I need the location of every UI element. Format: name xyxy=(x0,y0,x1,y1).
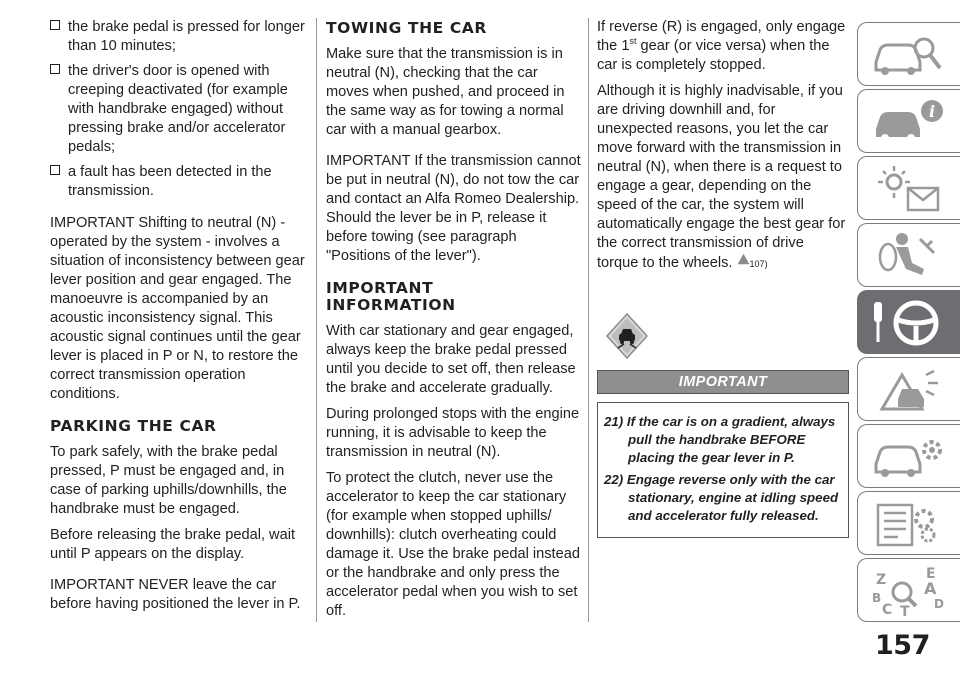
column-3 xyxy=(597,18,849,538)
column-1 xyxy=(50,18,305,621)
alphabetical-index-icon xyxy=(868,564,948,618)
column-2 xyxy=(326,18,582,628)
important-box-header: IMPORTANT xyxy=(597,370,849,394)
paragraph-reverse: If reverse (R) is engaged, only engage the 1st gear (or vice versa) when the car is completely stopped. xyxy=(597,19,846,73)
tab-index[interactable] xyxy=(857,558,960,622)
svg-text:i: i xyxy=(928,102,936,121)
checkbox-bullet-icon xyxy=(50,64,60,74)
list-item: a fault has been detected in the transmission. xyxy=(50,163,305,201)
svg-text:Z: Z xyxy=(876,572,887,588)
car-service-icon xyxy=(868,430,948,484)
tab-emergency[interactable] xyxy=(857,357,960,421)
tab-starting-driving[interactable] xyxy=(857,290,960,354)
important-box xyxy=(597,402,849,538)
warning-triangle-icon xyxy=(737,253,750,265)
checkbox-bullet-icon xyxy=(50,20,60,30)
tab-car-info[interactable] xyxy=(857,89,960,153)
important-item: 22) Engage reverse only with the car stationary, engine at idling speed and accelerator fully released. xyxy=(604,472,839,523)
tab-airbag-seat[interactable] xyxy=(857,223,960,287)
svg-text:T: T xyxy=(900,604,910,618)
key-steering-wheel-icon xyxy=(868,296,948,350)
paragraph-never-leave: IMPORTANT NEVER leave the car before having positioned the lever in P. xyxy=(50,577,301,612)
heading-towing: TOWING THE CAR xyxy=(326,19,487,37)
paragraph-downhill: Although it is highly inadvisable, if you are driving downhill and, for unexpected reasons, you let the car move forward with the transmission in neutral (N), when there is a request to engage a gear, depending on the speed of the car, the system will automatically engage the best gear for the correct transmission of drive torque to the wheels. 107) xyxy=(597,83,846,271)
paragraph-release-brake: Before releasing the brake pedal, wait until P appears on the display. xyxy=(50,527,296,562)
paragraph-stationary: With car stationary and gear engaged, always keep the brake pedal pressed until you decide to set off, then release the brake and accelerate gradually. xyxy=(326,323,576,396)
tab-servicing[interactable] xyxy=(857,424,960,488)
svg-text:C: C xyxy=(882,602,893,618)
airbag-seat-icon xyxy=(868,229,948,283)
svg-text:B: B xyxy=(872,591,882,605)
heading-important-information: IMPORTANT INFORMATION xyxy=(326,279,456,314)
svg-text:A: A xyxy=(924,579,937,598)
paragraph-shifting-neutral: IMPORTANT Shifting to neutral (N) - operated by the system - involves a situation of inconsistency between gear lever position and gear engaged. The manoeuvre is accompanied by an acoustic inconsistency signal. This acoustic signal continues until the gear lever is placed in P or N, to restore the correct transmission operation conditions. xyxy=(50,215,305,402)
car-magnifier-icon xyxy=(868,28,948,82)
tab-technical-specs[interactable] xyxy=(857,491,960,555)
important-item: 21) If the car is on a gradient, always pull the handbrake BEFORE placing the gear lever in P. xyxy=(604,414,836,465)
checkbox-bullet-icon xyxy=(50,165,60,175)
page-number: 157 xyxy=(875,630,930,661)
svg-text:E: E xyxy=(926,566,936,582)
list-item: the brake pedal is pressed for longer than 10 minutes; xyxy=(50,18,305,56)
car-breakdown-icon xyxy=(868,363,948,417)
tab-car-magnifier[interactable] xyxy=(857,22,960,86)
tab-warning-lights[interactable] xyxy=(857,156,960,220)
list-item: the driver's door is opened with creeping deactivated (for example with handbrake engaged) without pressing brake and/or accelerator pedals; xyxy=(50,62,305,157)
svg-text:D: D xyxy=(934,597,944,611)
column-divider xyxy=(316,18,317,622)
heading-parking: PARKING THE CAR xyxy=(50,417,217,435)
paragraph-prolonged-stops: During prolonged stops with the engine running, it is advisable to keep the transmission in neutral (N). xyxy=(326,406,580,460)
car-warning-sign-icon xyxy=(605,312,649,360)
paragraph-park-safely: To park safely, with the brake pedal pressed, P must be engaged and, in case of parking uphills/downhills, the handbrake must be engaged. xyxy=(50,444,287,517)
paragraph-towing-important: IMPORTANT If the transmission cannot be put in neutral (N), do not tow the car and contact an Alfa Romeo Dealership. Should the lever be in P, release it before towing (see paragraph "Positions of the lever"). xyxy=(326,153,581,264)
technical-specs-gear-icon xyxy=(868,497,948,551)
paragraph-protect-clutch: To protect the clutch, never use the accelerator to keep the car stationary (for example when stopped uphills/ downhills): clutch overheating could damage it. Use the brake pedal instead or the handbrake and only press the accelerator pedal when you wish to set off. xyxy=(326,470,580,619)
car-info-icon xyxy=(868,95,948,149)
column-divider xyxy=(588,18,589,622)
warning-lights-envelope-icon xyxy=(868,162,948,216)
paragraph-towing-neutral: Make sure that the transmission is in neutral (N), checking that the car moves when pushed, and proceed in the same way as for towing a normal car with a manual gearbox. xyxy=(326,46,565,138)
